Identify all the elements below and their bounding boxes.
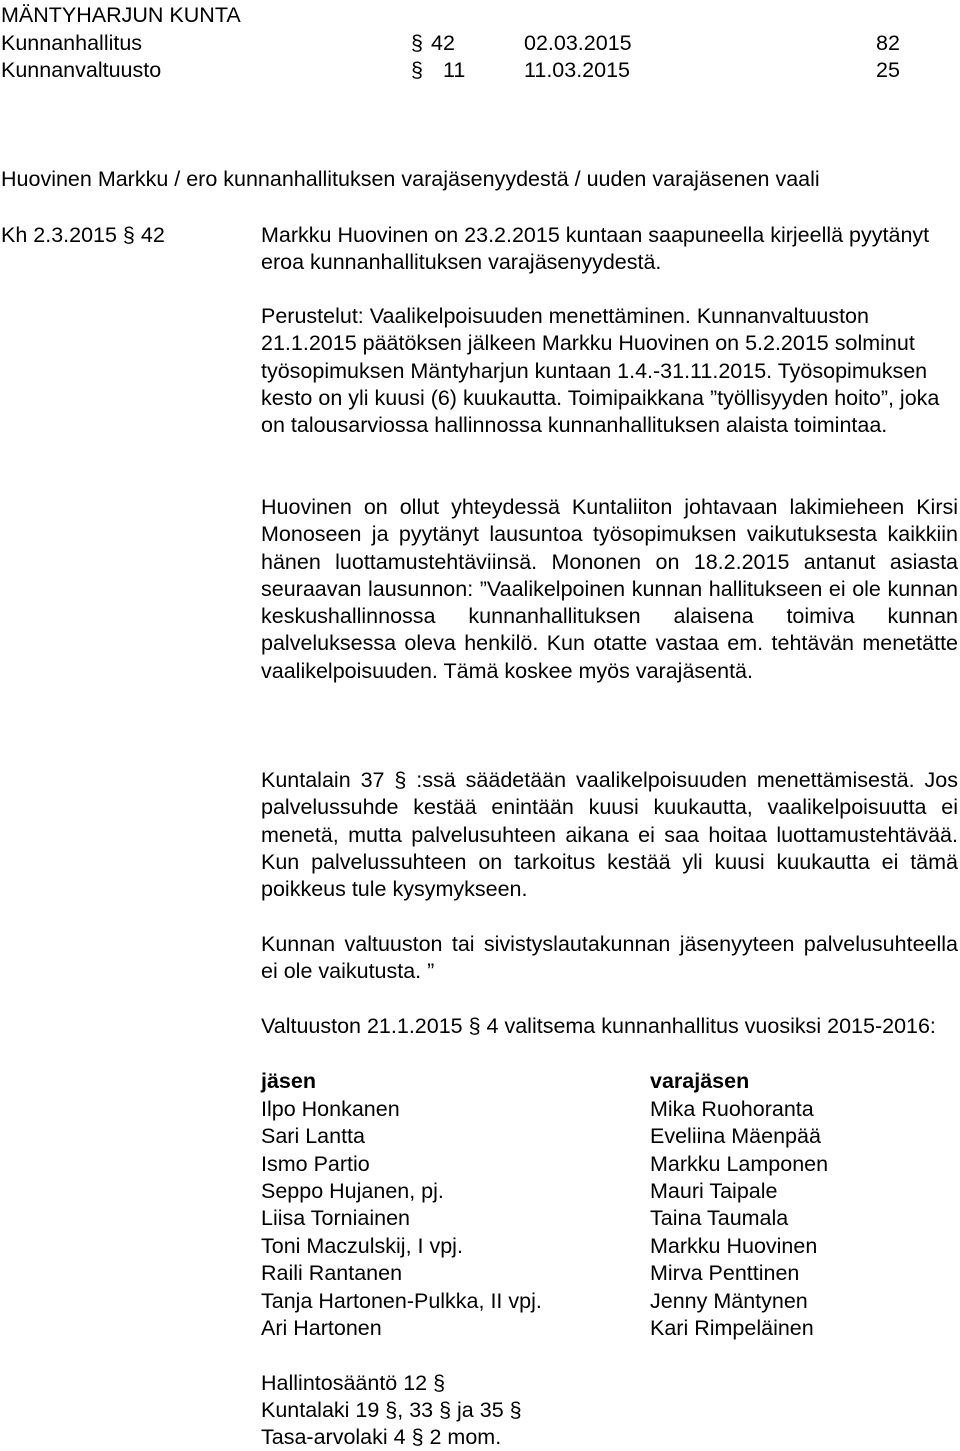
member-name: Sari Lantta [261, 1124, 365, 1148]
reference-line: Kuntalaki 19 §, 33 § ja 35 § [261, 1398, 522, 1422]
paragraph-text: Valtuuston 21.1.2015 § 4 valitsema kunnanhallitus vuosiksi 2015-2016: [261, 1014, 936, 1038]
member-name: Liisa Torniainen [261, 1206, 411, 1230]
section-number: 11 [443, 58, 466, 82]
member-column-header: jäsen [261, 1069, 316, 1093]
table-row [261, 1096, 814, 1123]
meeting-date: 11.03.2015 [524, 58, 631, 82]
paragraph-text: Kuntalain 37 § :ssä säädetään vaalikelpoisuuden menettämisestä. Jos palvelussuhde kestää enintään kuusi kuukautta, vaalikelpoisuutta ei menetä, mutta palvelusuhteen aikana ei saa hoitaa luottamustehtävää. Kun palvelussuhteen on tarkoitus kestää yli kuusi kuukautta ei tämä poikkeus tule kysymykseen. [261, 768, 958, 902]
paragraph-council [261, 931, 958, 986]
table-row [261, 1315, 814, 1342]
meeting-body: Kunnanvaltuusto [1, 58, 162, 82]
reference-line: Tasa-arvolaki 4 § 2 mom. [261, 1425, 502, 1449]
deputy-name: Markku Lamponen [650, 1152, 829, 1176]
member-name: Seppo Hujanen, pj. [261, 1179, 444, 1203]
paragraph-board [261, 1013, 958, 1040]
paragraph-resignation [261, 222, 958, 277]
paragraph-statement [261, 494, 958, 685]
member-name: Tanja Hartonen-Pulkka, II vpj. [261, 1289, 542, 1313]
table-row [261, 1178, 778, 1205]
table-row [261, 1205, 789, 1232]
paragraph-text: Kunnan valtuuston tai sivistyslautakunnan jäsenyyteen palvelusuhteella ei ole vaikutusta. ” [261, 932, 958, 984]
meeting-date: 02.03.2015 [524, 31, 632, 55]
table-header [261, 1068, 750, 1095]
deputy-name: Mirva Penttinen [650, 1261, 800, 1285]
paragraph-municipal-act [261, 767, 958, 903]
member-name: Toni Maczulskij, I vpj. [261, 1234, 463, 1258]
deputy-name: Kari Rimpeläinen [650, 1316, 814, 1340]
table-row [261, 1288, 808, 1315]
section-symbol: § [411, 31, 423, 55]
member-name: Ilpo Honkanen [261, 1097, 400, 1121]
member-name: Ari Hartonen [261, 1316, 382, 1340]
deputy-name: Mika Ruohoranta [650, 1097, 814, 1121]
deputy-column-header: varajäsen [650, 1069, 750, 1093]
paragraph-text: Markku Huovinen on 23.2.2015 kuntaan saapuneella kirjeellä pyytänyt eroa kunnanhallituksen varajäsenyydestä. [261, 223, 930, 275]
table-row [261, 1123, 821, 1150]
paragraph-text: Perustelut: Vaalikelpoisuuden menettäminen. Kunnanvaltuuston 21.1.2015 päätöksen jälkeen Markku Huovinen on 5.2.2015 solminut työsopimuksen Mäntyharjun kuntaan 1.4.-31.11.2015. Työsopimuksen kesto on yli kuusi (6) kuukautta. Toimipaikkana ”työllisyyden hoito”, joka on talousarviossa hallinnossa kunnanhallituksen alaista toimintaa. [261, 304, 940, 438]
member-name: Ismo Partio [261, 1152, 370, 1176]
section-number: 42 [431, 31, 455, 55]
reference-line: Hallintosääntö 12 § [261, 1371, 446, 1395]
meeting-body: Kunnanhallitus [1, 31, 143, 55]
table-row [261, 1233, 818, 1260]
deputy-name: Taina Taumala [650, 1206, 789, 1230]
deputy-name: Jenny Mäntynen [650, 1289, 808, 1313]
member-name: Raili Rantanen [261, 1261, 403, 1285]
page-number: 25 [876, 58, 900, 82]
page-number: 82 [876, 31, 900, 55]
deputy-name: Eveliina Mäenpää [650, 1124, 821, 1148]
item-reference: Kh 2.3.2015 § 42 [1, 223, 165, 247]
section-symbol: § [411, 58, 423, 82]
organization-name: MÄNTYHARJUN KUNTA [1, 3, 241, 27]
document-title: Huovinen Markku / ero kunnanhallituksen varajäsenyydestä / uuden varajäsenen vaali [1, 167, 820, 191]
deputy-name: Mauri Taipale [650, 1179, 778, 1203]
deputy-name: Markku Huovinen [650, 1234, 818, 1258]
table-row [261, 1260, 800, 1287]
table-row [261, 1151, 829, 1178]
paragraph-grounds [261, 303, 958, 439]
paragraph-text: Huovinen on ollut yhteydessä Kuntaliiton johtavaan lakimieheen Kirsi Monoseen ja pyytänyt lausuntoa työsopimuksen vaikutuksesta kaikkiin hänen luottamustehtäviinsä. Mononen on 18.2.2015 antanut asiasta seuraavan lausunnon: ”Vaalikelpoinen kunnan hallitukseen ei ole kunnan keskushallinnossa kunnanhallituksen alaisena toimiva kunnan palveluksessa oleva henkilö. Kun otatte vastaa em. tehtävän menetätte vaalikelpoisuuden. Tämä koskee myös varajäsentä. [261, 495, 958, 683]
